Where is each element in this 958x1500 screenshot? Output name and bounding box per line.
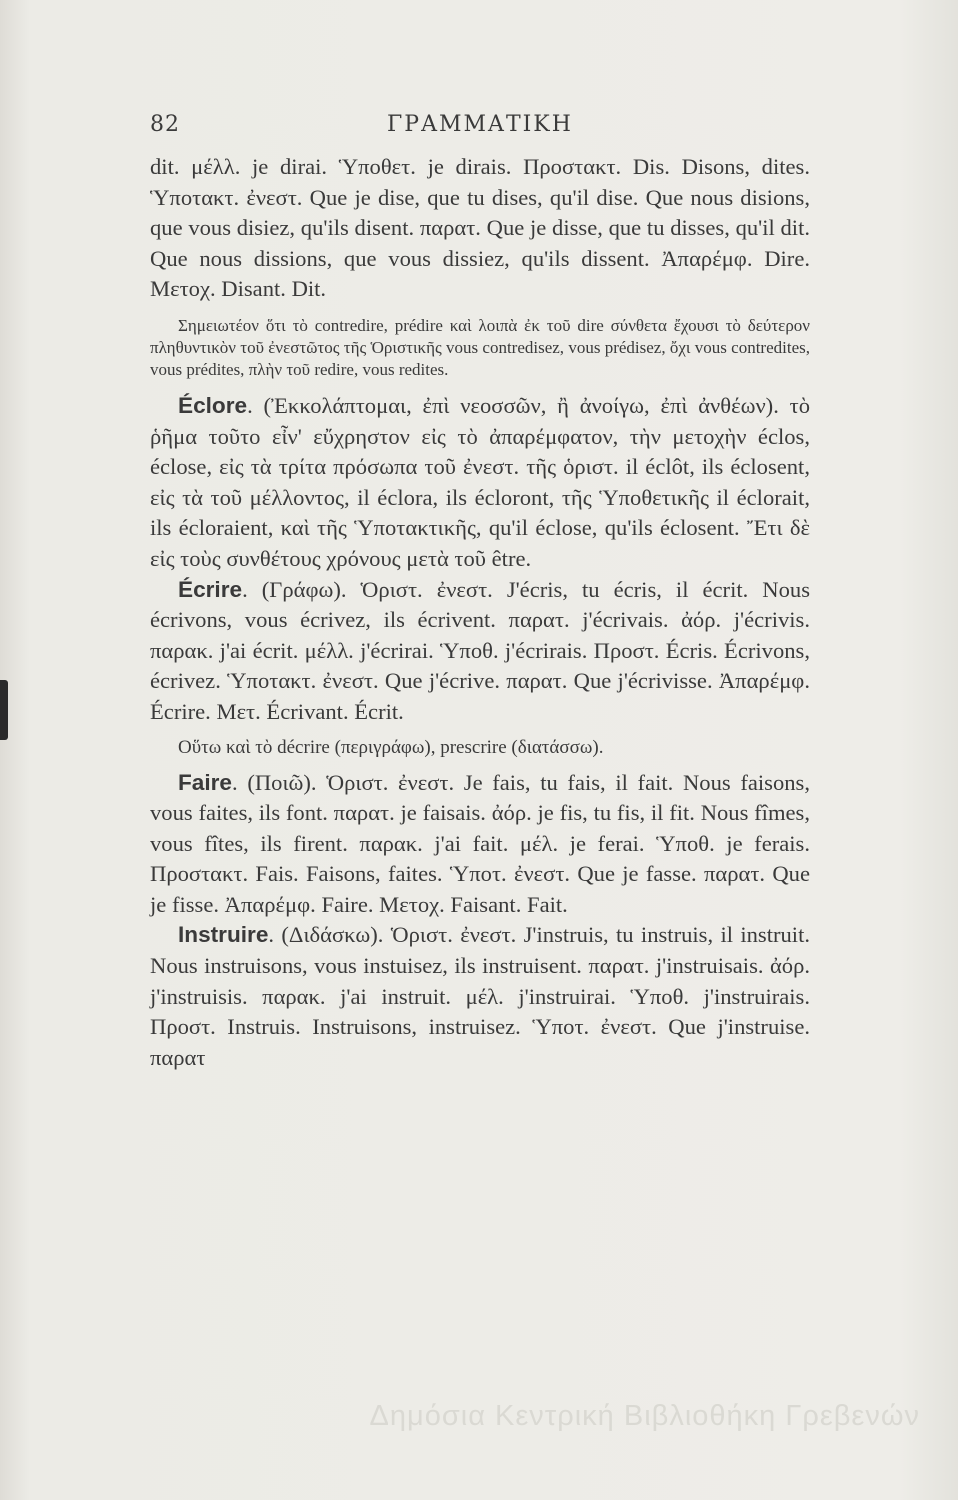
page-number: 82	[150, 112, 180, 137]
entry-faire-text: . (Ποιῶ). Ὁριστ. ἐνεστ. Je fais, tu fais, il fait. Nous faisons, vous faites, ils font. παρατ. je faisais. ἀόρ. je fis, tu fis, il fit. Nous fîmes, vous fîtes, ils firent. παρακ. j'ai fait. μέλ. je ferai. Ὑποθ. je ferais. Προστακτ. Fais. Faisons, faites. Ὑποτ. ἐνεστ. Que je fasse. παρατ. Que je fisse. Ἀπαρέμφ. Faire. Μετοχ. Faisant. Fait.	[150, 769, 810, 917]
running-title: ΓΡΑΜΜΑΤΙΚΗ	[387, 112, 573, 137]
paragraph-dire-continued: dit. μέλλ. je dirai. Ὑποθετ. je dirais. Προστακτ. Dis. Disons, dites. Ὑποτακτ. ἐνεστ. Que je dise, que tu dises, qu'il dise. Que nous disions, que vous disiez, qu'ils disent. παρατ. Que je disse, que tu disses, qu'il dit. Que nous dissions, que vous dissiez, qu'ils dissent. Ἀπαρέμφ. Dire. Μετοχ. Disant. Dit.	[150, 154, 810, 302]
entry-ecrire	[150, 575, 810, 728]
page-header	[150, 112, 810, 148]
entry-ecrire-text: . (Γράφω). Ὁριστ. ἐνεστ. J'écris, tu écris, il écrit. Nous écrivons, vous écrivez, ils écrivent. παρατ. j'écrivais. ἀόρ. j'écrivis. παρακ. j'ai écrit. μέλλ. j'écrirai. Ὑποθ. j'écrirais. Προστ. Écris. Écrivons, écrivez. Ὑποτακτ. ἐνεστ. Que j'écrive. παρατ. Que j'écrivisse. Ἀπαρέμφ. Écrire. Μετ. Écrivant. Écrit.	[150, 576, 810, 724]
entry-eclore	[150, 391, 810, 575]
library-watermark: Δημόσια Κεντρική Βιβλιοθήκη Γρεβενών	[369, 1400, 920, 1432]
note-decrire: Οὕτω καὶ τὸ décrire (περιγράφω), prescrire (διατάσσω).	[178, 736, 604, 758]
entry-instruire	[150, 920, 810, 1073]
binding-mark	[0, 680, 8, 740]
headword-eclore: Éclore	[178, 392, 248, 418]
entry-faire	[150, 768, 810, 921]
entry-instruire-text: . (Διδάσκω). Ὁριστ. ἐνεστ. J'instruis, tu instruis, il instruit. Nous instruisons, vous instuisez, ils instruisent. παρατ. j'instruisais. ἀόρ. j'instruisis. παρακ. j'ai instruit. μέλ. j'instruirai. Ὑποθ. j'instruirais. Προστ. Instruis. Instruisons, instruisez. Ὑποτ. ἐνεστ. Que j'instruise. παρατ	[150, 922, 810, 1070]
headword-faire: Faire	[178, 769, 233, 795]
headword-instruire: Instruire	[178, 922, 269, 948]
note-contredire: Σημειωτέον ὅτι τὸ contredire, prédire καὶ λοιπὰ ἐκ τοῦ dire σύνθετα ἔχουσι τὸ δεύτερον πληθυντικὸν τοῦ ἐνεστῶτος τῆς Ὁριστικῆς vous contredisez, vous prédisez, ὄχι vous contredites, vous prédites, πλὴν τοῦ redire, vous redites.	[150, 315, 810, 379]
page-text	[150, 152, 810, 1073]
headword-ecrire: Écrire	[178, 576, 243, 602]
entry-eclore-text: . (Ἐκκολάπτομαι, ἐπὶ νεοσσῶν, ἢ ἀνοίγω, ἐπὶ ἀνθέων). τὸ ῥῆμα τοῦτο εἶν' εὔχρηστον εἰς τὸ ἀπαρέμφατον, τὴν μετοχὴν éclos, éclose, εἰς τὰ τρίτα πρόσωπα τοῦ ἐνεστ. τῆς ὁριστ. il éclôt, ils éclosent, εἰς τὰ τοῦ μέλλοντος, il éclora, ils écloront, τῆς Ὑποθετικῆς il éclorait, ils écloraient, καὶ τῆς Ὑποτακτικῆς, qu'il éclose, qu'ils éclosent. Ἔτι δὲ εἰς τοὺς συνθέτους χρόνους μετὰ τοῦ être.	[150, 392, 810, 571]
